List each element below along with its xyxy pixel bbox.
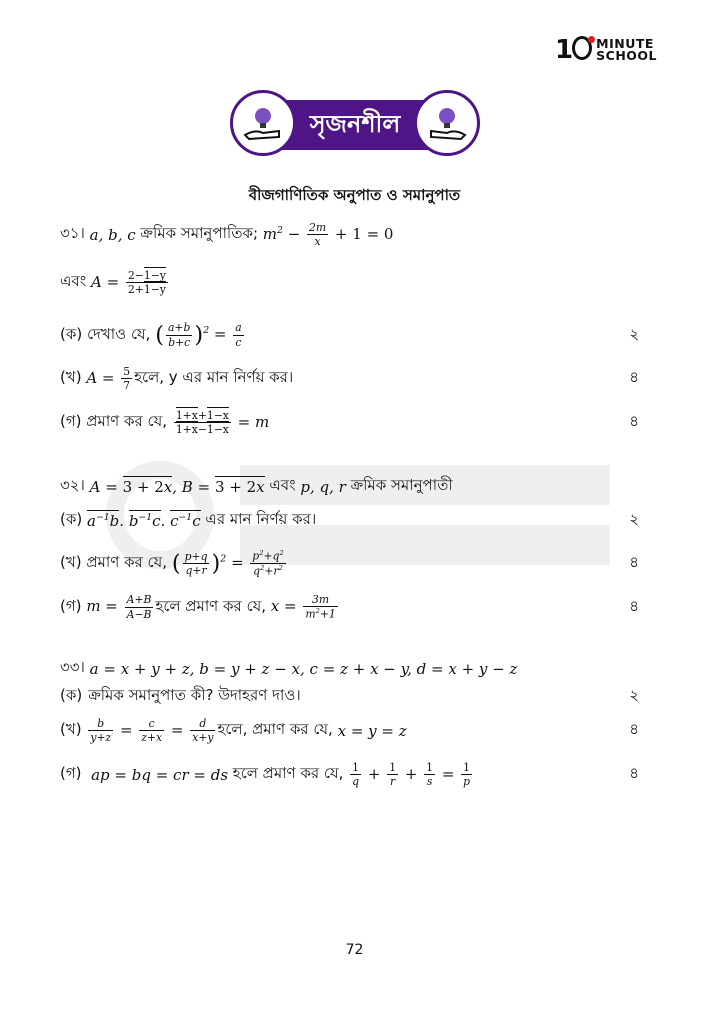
part-label: (ক) (60, 686, 83, 704)
logo-line-2: SCHOOL (596, 47, 657, 63)
q33-stem: ৩৩। a = x + y + z, b = y + z − x, c = z + x − y, d = x + y − z (60, 656, 639, 681)
q32-text: এবং (269, 476, 296, 494)
q32-stem: ৩২। A = 3 + 2x, B = 3 + 2x এবং p, q, r ক্রমিক সমানুপাতী (60, 474, 639, 499)
logo-mark-icon: 1 (555, 34, 592, 65)
part-label: (খ) (60, 720, 82, 739)
10-minute-school-logo (555, 34, 657, 65)
q32-part-b: (খ) প্রমাণ কর যে, ( $\frac{p+q}{q+r}$ )$^2$ = $\frac{p^2+q^2}{q^2+r^2}$ ৪ (60, 549, 639, 578)
q31-part-c: (গ) প্রমাণ কর যে, $\frac{1+x+1-x}{1+x-1-x}$ = m ৪ (60, 409, 639, 437)
marks: ২ (629, 510, 639, 528)
q31-text: ক্রমিক সমানুপাতিক; (140, 224, 259, 243)
part-text: হলে, প্রমাণ কর যে, (217, 720, 333, 739)
part-label: (খ) প্রমাণ কর যে, (60, 552, 168, 571)
q32-text-2: ক্রমিক সমানুপাতী (350, 476, 453, 494)
q33-part-c: (গ) ap = bq = cr = ds হলে প্রমাণ কর যে, $\frac{1}{q}$ + $\frac{1}{r}$ + $\frac{1}{s}$ = $\frac{1}{p}$ ৪ (60, 761, 639, 789)
q33-part-b: (খ) $\frac{b}{y+z}$ = $\frac{c}{z+x}$ = $\frac{d}{x+y}$ হলে, প্রমাণ কর যে, x = y = z ৪ (60, 717, 639, 745)
banner-title: সৃজনশীল (309, 110, 401, 138)
q32-part-c: (গ) m = $\frac{A+B}{A-B}$ হলে প্রমাণ কর যে, x = $\frac{3m}{m^2+1}$ ৪ (60, 593, 639, 621)
section-title: বীজগাণিতিক অনুপাত ও সমানুপাত (248, 186, 461, 204)
marks: ৪ (629, 552, 639, 571)
part-label: (গ) প্রমাণ কর যে, (60, 412, 168, 431)
part-label: (গ) (60, 596, 82, 615)
part-text: ক্রমিক সমানুপাত কী? উদাহরণ দাও। (88, 686, 301, 704)
part-text: এর মান নির্ণয় কর। (205, 510, 317, 528)
marks: ৪ (629, 720, 639, 739)
part-label: (ক) দেখাও যে, (60, 324, 151, 343)
part-label: (খ) (60, 368, 82, 387)
marks: ৪ (629, 368, 639, 387)
marks: ৪ (629, 412, 639, 431)
part-text: হলে প্রমাণ কর যে, (155, 596, 267, 615)
q31-stem: ৩১। a, b, c ক্রমিক সমানুপাতিক; $m^2$ − $\frac{2m}{x}$ + 1 = 0 (60, 221, 394, 249)
q31-stem-2: এবং A = $\frac{2-1-y}{2+1-y}$ (60, 269, 166, 297)
part-text: হলে প্রমাণ কর যে, (232, 764, 344, 783)
q33-part-a (60, 684, 639, 709)
marks: ২ (629, 686, 639, 704)
part-label: (ক) (60, 510, 83, 528)
question-number: ৩২। (60, 476, 85, 494)
question-number: ৩৩। (60, 658, 85, 676)
marks: ২ (629, 324, 639, 343)
q31-part-a: (ক) দেখাও যে, ( $\frac{a+b}{b+c}$ )$^2$ = $\frac{a}{c}$ ২ (60, 321, 639, 349)
page-number: 72 (345, 942, 364, 958)
logo-line-1: MINUTE (596, 35, 654, 51)
q32-part-a: (ক) $a^{-1}b$. $b^{-1}c$. $c^{-1}c$ এর মান নির্ণয় কর। ২ (60, 508, 639, 533)
part-text: হলে, y এর মান নির্ণয় কর। (134, 368, 294, 387)
q31-part-b: (খ) A = $\frac{5}{7}$ হলে, y এর মান নির্ণয় কর। ৪ (60, 365, 639, 393)
part-label: (গ) (60, 764, 82, 783)
q31-and: এবং (60, 272, 87, 291)
section-banner (230, 90, 480, 162)
marks: ৪ (629, 596, 639, 615)
question-number: ৩১। (60, 224, 85, 243)
marks: ৪ (629, 764, 639, 783)
